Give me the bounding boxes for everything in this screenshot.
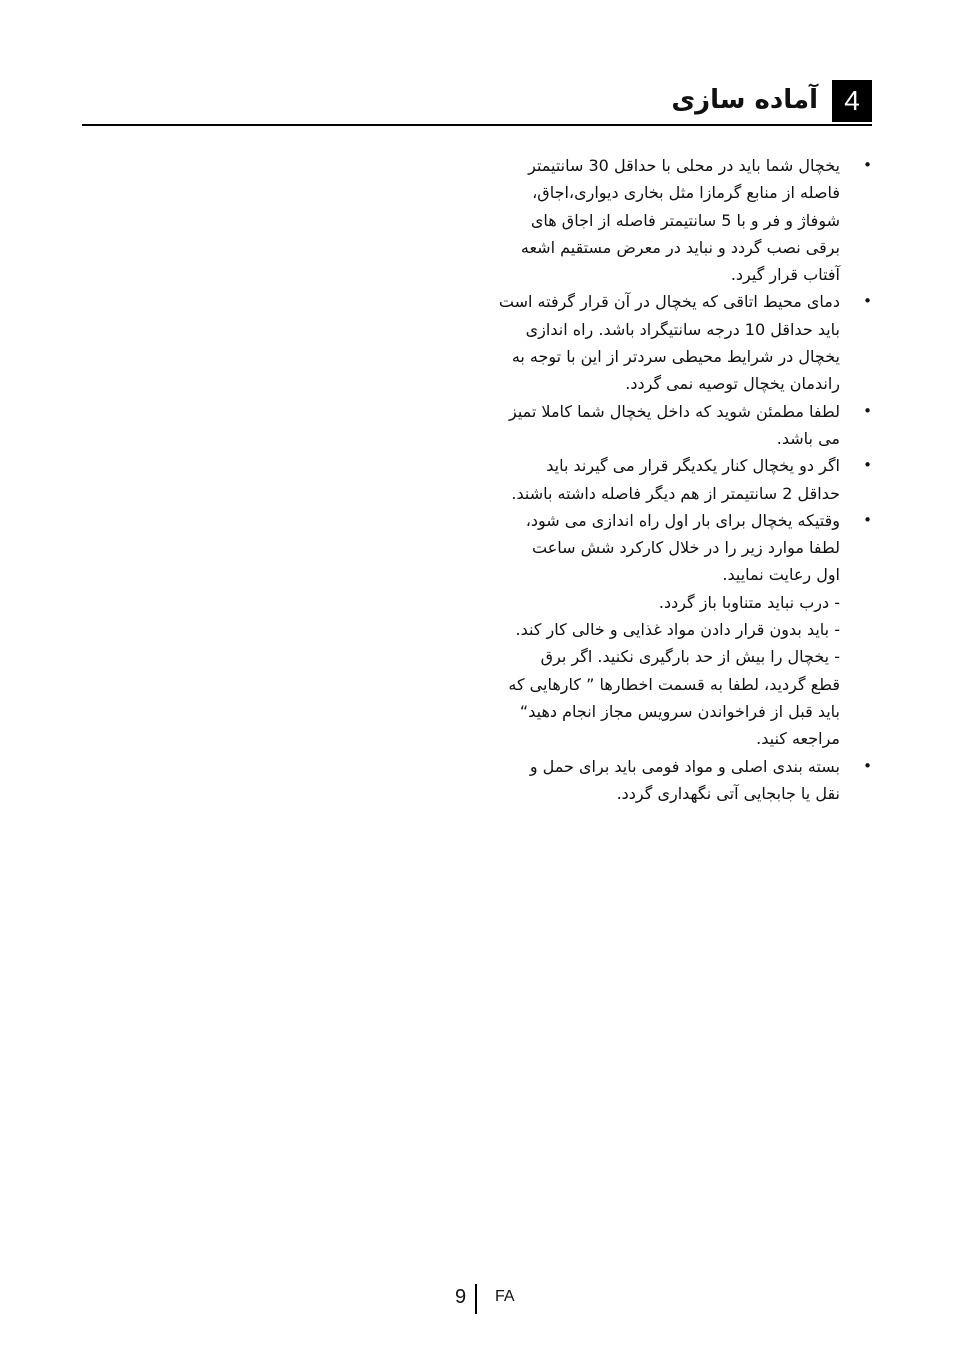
item-text-line: دمای محیط اتاقی که یخچال در آن قرار گرفته است (498, 292, 840, 312)
bullet-item (492, 152, 874, 288)
item-text-line: حداقل 2 سانتیمتر از هم دیگر فاصله داشته باشند. (511, 483, 840, 503)
bullet-icon: • (863, 456, 872, 475)
footer-divider (475, 1284, 477, 1314)
item-text-line: اول رعایت نمایید. (722, 565, 840, 585)
bullet-item (492, 507, 874, 753)
page-number: 9 (455, 1286, 467, 1308)
item-text-line: راندمان یخچال توصیه نمی گردد. (625, 374, 840, 394)
bullet-item (492, 288, 874, 397)
bullet-icon: • (863, 292, 872, 311)
bullet-icon: • (863, 510, 872, 529)
instructions-list (492, 152, 874, 807)
bullet-item (492, 452, 874, 507)
item-text-line: شوفاژ و فر و با 5 سانتیمتر فاصله از اجاق های (530, 210, 840, 230)
item-text-line: - باید بدون قرار دادن مواد غذایی و خالی کار کند. (515, 620, 840, 640)
item-text-line: قطع گردید، لطفا به قسمت اخطارها ” کارهایی که (508, 674, 840, 694)
item-text-line: لطفا موارد زیر را در خلال کارکرد شش ساعت (531, 538, 840, 558)
bullet-icon: • (863, 756, 872, 775)
item-text-line: فاصله از منابع گرمازا مثل بخاری دیواری،اجاق، (532, 183, 840, 203)
item-text-line: یخچال شما باید در محلی با حداقل 30 سانتیمتر (528, 156, 840, 175)
bullet-icon: • (863, 401, 872, 420)
chapter-title: آماده سازی (671, 85, 818, 115)
item-text-line: - یخچال را بیش از حد بارگیری نکنید. اگر برق (540, 647, 840, 667)
chapter-header (82, 80, 872, 126)
item-text-line: اگر دو یخچال کنار یکدیگر قرار می گیرند باید (546, 456, 840, 476)
item-text-line: وقتیکه یخچال برای بار اول راه اندازی می شود، (525, 510, 840, 530)
bullet-icon: • (863, 156, 872, 174)
item-text-line: باید قبل از فراخواندن سرویس مجاز انجام دهید“ (519, 701, 840, 721)
bullet-item (492, 398, 874, 453)
bullet-item (492, 753, 874, 808)
item-text-line: آفتاب قرار گیرد. (730, 265, 840, 285)
language-code: FA (495, 1288, 515, 1305)
item-text-line: می باشد. (776, 428, 840, 448)
item-text-line: نقل یا جابجایی آتی نگهداری گردد. (616, 783, 840, 803)
chapter-number: 4 (832, 80, 872, 122)
item-text-line: لطفا مطمئن شوید که داخل یخچال شما کاملا تمیز (508, 401, 840, 421)
item-text-line: مراجعه کنید. (756, 729, 840, 749)
item-text-line: برقی نصب گردد و نباید در معرض مستقیم اشعه (520, 237, 840, 257)
item-text-line: - درب نباید متناوبا باز گردد. (658, 592, 840, 612)
item-text-line: بسته بندی اصلی و مواد فومی باید برای حمل و (529, 756, 840, 776)
item-text-line: یخچال در شرایط محیطی سردتر از این با توجه به (511, 347, 840, 367)
item-text-line: باید حداقل 10 درجه سانتیگراد باشد. راه اندازی (525, 319, 840, 339)
